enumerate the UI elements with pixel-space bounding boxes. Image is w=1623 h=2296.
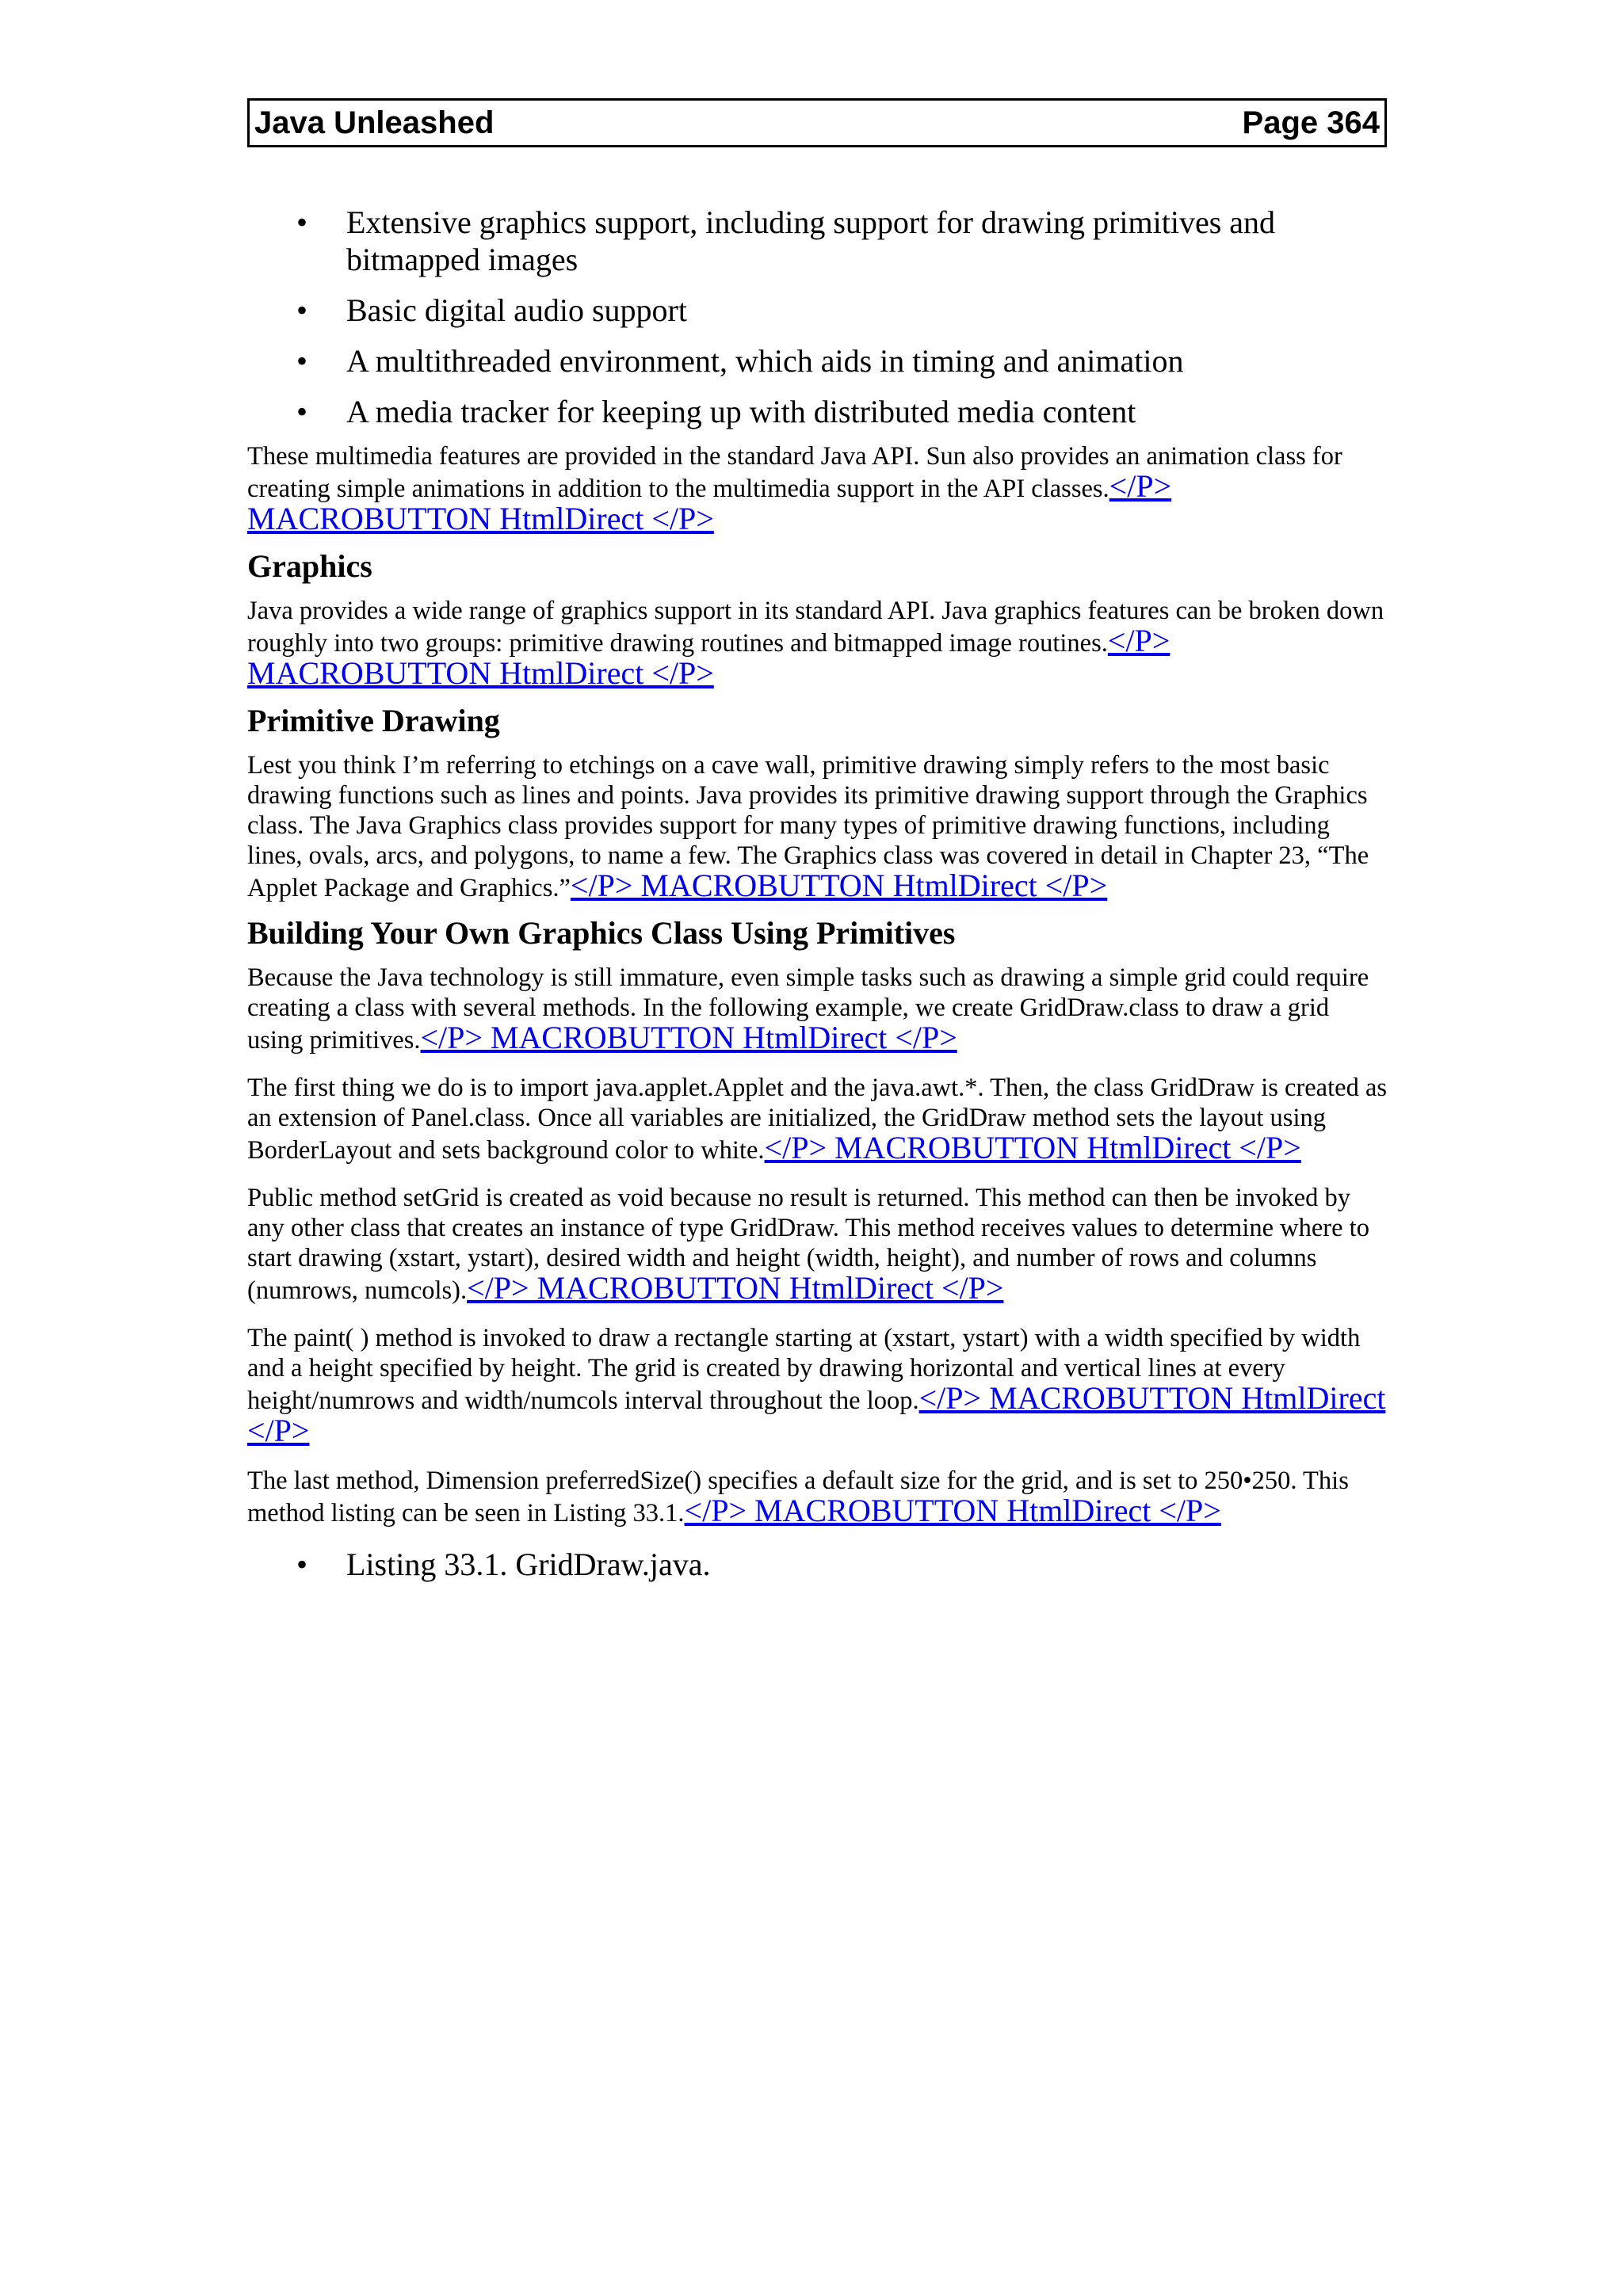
paragraph: Lest you think I’m referring to etchings on a cave wall, primitive drawing simply refers to the most basic drawing functions such as lines and points. Java provides its primitive drawing support through the Graphics class. The Java Graphics class provides support for many types of primitive drawing functions, including lines, ovals, arcs, and polygons, to name a few. The Graphics class was covered in detail in Chapter 23, “The Applet Package and Graphics.”</P> MACROBUTTON HtmlDirect </P> (247, 751, 1369, 903)
page-header (247, 98, 1387, 147)
macrobutton-link[interactable]: </P> MACROBUTTON HtmlDirect </P> (247, 468, 1172, 536)
bullet-icon: • (296, 204, 308, 240)
list-item: • A multithreaded environment, which aids in timing and animation (296, 343, 1184, 379)
list-item: • Basic digital audio support (296, 292, 687, 328)
macrobutton-link[interactable]: </P> MACROBUTTON HtmlDirect </P> (247, 1380, 1386, 1448)
section-heading-building-class: Building Your Own Graphics Class Using Primitives (247, 915, 956, 951)
list-item: • Listing 33.1. GridDraw.java. (296, 1547, 711, 1582)
paragraph: Because the Java technology is still immature, even simple tasks such as drawing a simple grid could require creating a class with several methods. In the following example, we create GridDraw.class to draw a grid using primitives.</P> MACROBUTTON HtmlDirect </P> (247, 963, 1369, 1055)
macrobutton-link[interactable]: </P> MACROBUTTON HtmlDirect </P> (764, 1130, 1301, 1165)
page-number: Page 364 (1242, 105, 1380, 140)
book-title: Java Unleashed (254, 105, 495, 140)
paragraph: The paint( ) method is invoked to draw a rectangle starting at (xstart, ystart) with a width specified by width and a height specified by height. The grid is created by drawing horizontal and vertical lines at every height/numrows and width/numcols interval throughout the loop.</P> MACROBUTTON HtmlDirect </P> (247, 1324, 1386, 1448)
macrobutton-link[interactable]: </P> MACROBUTTON HtmlDirect </P> (247, 623, 1170, 691)
section-heading-primitive-drawing: Primitive Drawing (247, 703, 500, 738)
list-item: • Extensive graphics support, including support for drawing primitives and bitmapped images (296, 204, 1276, 277)
paragraph: Public method setGrid is created as void because no result is returned. This method can then be invoked by any other class that creates an instance of type GridDraw. This method receives values to determine where to start drawing (xstart, ystart), desired width and height (width, height), and number of rows and columns (numrows, numcols).</P> MACROBUTTON HtmlDirect </P> (247, 1184, 1369, 1306)
document-page (247, 98, 1387, 1583)
bullet-icon: • (296, 343, 308, 379)
macrobutton-link[interactable]: </P> MACROBUTTON HtmlDirect </P> (570, 868, 1108, 903)
paragraph: These multimedia features are provided in the standard Java API. Sun also provides an animation class for creating simple animations in addition to the multimedia support in the API classes.</P> MACROBUTTON HtmlDirect </P> (247, 442, 1342, 536)
listing-list (247, 1546, 1387, 1583)
bullet-icon: • (296, 1547, 308, 1582)
bullet-icon: • (296, 292, 308, 328)
macrobutton-link[interactable]: </P> MACROBUTTON HtmlDirect </P> (467, 1270, 1004, 1306)
macrobutton-link[interactable]: </P> MACROBUTTON HtmlDirect </P> (420, 1020, 957, 1055)
macrobutton-link[interactable]: </P> MACROBUTTON HtmlDirect </P> (684, 1493, 1221, 1528)
section-heading-graphics: Graphics (247, 548, 372, 584)
list-item: • A media tracker for keeping up with distributed media content (296, 394, 1136, 429)
bullet-icon: • (296, 394, 308, 429)
paragraph: The first thing we do is to import java.applet.Applet and the java.awt.*. Then, the class GridDraw is created as an extension of Panel.class. Once all variables are initialized, the GridDraw method sets the layout using BorderLayout and sets background color to white.</P> MACROBUTTON HtmlDirect </P> (247, 1074, 1388, 1165)
feature-list (247, 204, 1387, 430)
paragraph: Java provides a wide range of graphics support in its standard API. Java graphics features can be broken down roughly into two groups: primitive drawing routines and bitmapped image routines.</P> MACROBUTTON HtmlDirect </P> (247, 597, 1384, 691)
paragraph: The last method, Dimension preferredSize() specifies a default size for the grid, and is set to 250•250. This method listing can be seen in Listing 33.1.</P> MACROBUTTON HtmlDirect </P> (247, 1466, 1349, 1528)
